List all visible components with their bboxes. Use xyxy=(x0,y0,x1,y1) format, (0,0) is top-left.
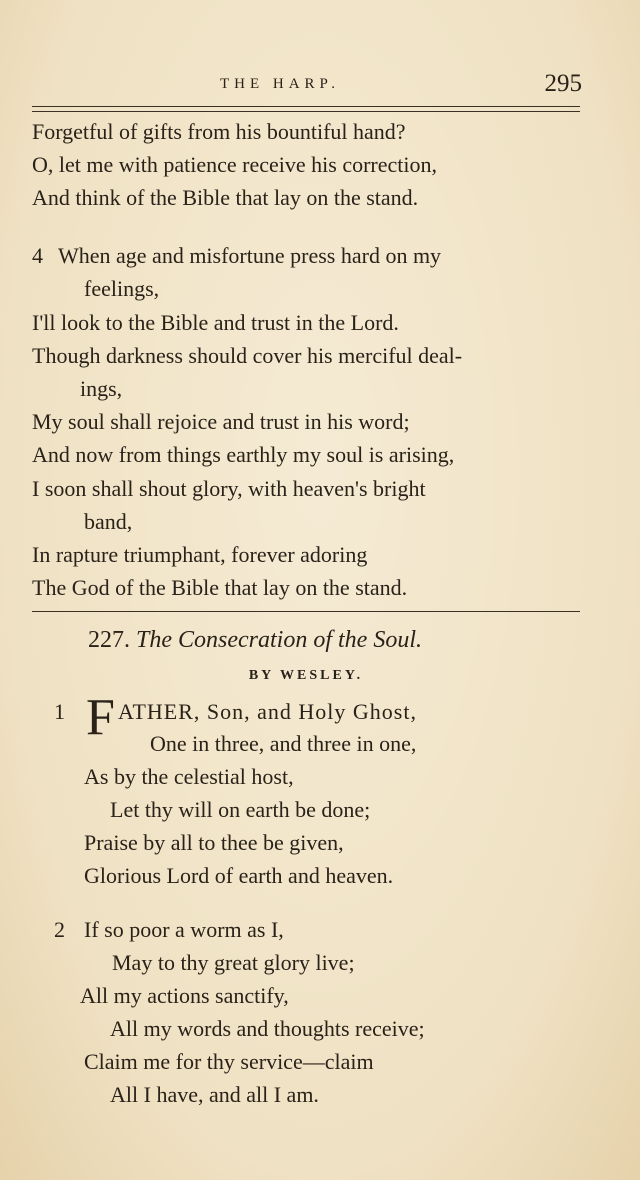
verse-line: When age and misfortune press hard on my xyxy=(58,243,442,268)
header-rule-double xyxy=(32,111,580,112)
verse-line: Forgetful of gifts from his bountiful hand? xyxy=(32,119,406,144)
verse-line: I'll look to the Bible and trust in the Lord. xyxy=(32,310,399,335)
hymn-title xyxy=(88,627,422,654)
hymn-title-text: The Consecration of the Soul. xyxy=(136,627,422,653)
verse-line: And think of the Bible that lay on the stand. xyxy=(32,185,419,210)
verse-line: As by the celestial host, xyxy=(84,764,294,789)
verse-line: O, let me with patience receive his correction, xyxy=(32,152,437,177)
header-rule xyxy=(32,106,580,107)
verse-line: Though darkness should cover his merciful deal- xyxy=(32,343,463,368)
verse-line: May to thy great glory live; xyxy=(112,950,355,975)
verse-line: One in three, and three in one, xyxy=(150,731,417,756)
verse-line: Praise by all to thee be given, xyxy=(84,830,344,855)
page-number: 295 xyxy=(544,70,582,97)
verse-line: band, xyxy=(84,509,133,534)
verse-line: Claim me for thy service—claim xyxy=(84,1049,374,1074)
verse-line: And now from things earthly my soul is arising, xyxy=(32,442,455,467)
verse-line: All my words and thoughts receive; xyxy=(110,1016,425,1041)
verse-line: All my actions sanctify, xyxy=(80,983,289,1008)
verse-line: ings, xyxy=(80,376,123,401)
verse-line: The God of the Bible that lay on the stand. xyxy=(32,575,408,600)
hymn-author: BY WESLEY. xyxy=(248,668,364,683)
verse-line: All I have, and all I am. xyxy=(110,1082,319,1107)
verse-line: Glorious Lord of earth and heaven. xyxy=(84,863,394,888)
stanza-number: 1 xyxy=(54,699,65,724)
running-title: THE HARP. xyxy=(219,76,340,92)
verse-line: My soul shall rejoice and trust in his word; xyxy=(32,409,410,434)
stanza-number: 2 xyxy=(54,917,65,942)
verse-line: If so poor a worm as I, xyxy=(84,917,284,942)
hymn-number: 227. xyxy=(88,627,130,653)
section-rule xyxy=(32,611,580,612)
verse-line: ATHER, Son, and Holy Ghost, xyxy=(118,699,417,724)
verse-line: In rapture triumphant, forever adoring xyxy=(32,542,368,567)
verse-line: I soon shall shout glory, with heaven's bright xyxy=(32,476,426,501)
stanza-number: 4 xyxy=(32,243,43,268)
drop-cap: F xyxy=(86,689,115,746)
verse-line: Let thy will on earth be done; xyxy=(110,797,371,822)
verse-line: feelings, xyxy=(84,276,160,301)
